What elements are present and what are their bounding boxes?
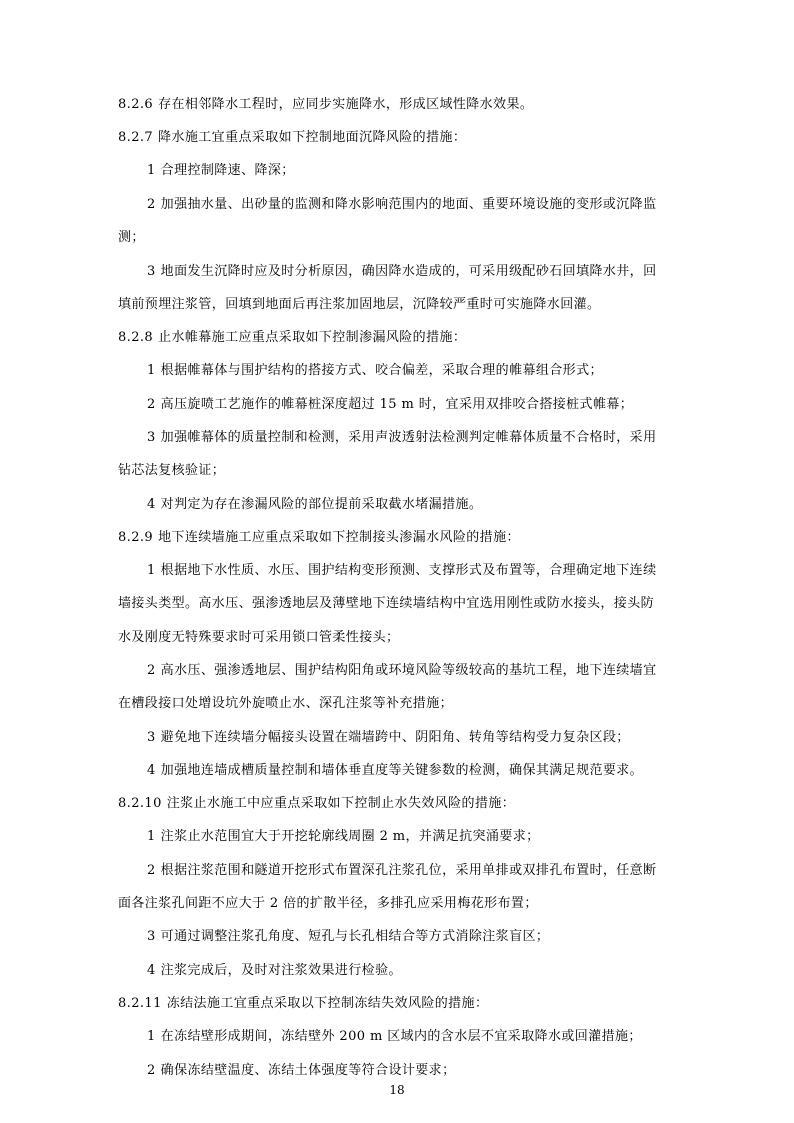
- line-text: 合理控制降速、降深；: [160, 163, 295, 178]
- clause-number: 2: [147, 863, 156, 878]
- clause-number: 4: [147, 763, 156, 778]
- text-line: [147, 863, 656, 879]
- text-line: [147, 963, 402, 979]
- clause-number: 8.2.10: [118, 796, 162, 811]
- clause-number: 4: [147, 963, 156, 978]
- clause-number: 4: [147, 497, 156, 512]
- line-text: 地下连续墙施工应重点采取如下控制接头渗漏水风险的措施：: [158, 530, 520, 545]
- clause-number: 1: [147, 1029, 156, 1044]
- clause-number: 3: [147, 430, 156, 445]
- line-text: 注浆完成后，及时对注浆效果进行检验。: [160, 963, 402, 978]
- text-line: [147, 497, 482, 513]
- text-line: [118, 297, 600, 313]
- text-line: [147, 1029, 642, 1045]
- line-text: 墙接头类型。高水压、强渗透地层及薄壁地下连续墙结构中宜选用刚性或防水接头，接头防: [118, 596, 655, 611]
- line-text: 在槽段接口处增设坑外旋喷止水、深孔注浆等补充措施；: [118, 696, 454, 711]
- line-text: 加强地连墙成槽质量控制和墙体垂直度等关键参数的检测，确保其满足规范要求。: [160, 763, 644, 778]
- text-line: [147, 1063, 455, 1079]
- line-text: 根据注浆范围和隧道开挖形式布置深孔注浆孔位，采用单排或双排孔布置时，任意断: [160, 863, 657, 878]
- clause-number: 8.2.9: [118, 530, 154, 545]
- clause-number: 8.2.8: [118, 330, 154, 345]
- line-text: 根据帷幕体与围护结构的搭接方式、咬合偏差，采取合理的帷幕组合形式；: [160, 363, 603, 378]
- clause-number: 2: [147, 197, 156, 212]
- line-text: 对判定为存在渗漏风险的部位提前采取截水堵漏措施。: [160, 497, 483, 512]
- text-line: [118, 230, 145, 246]
- clause-number: 1: [147, 829, 156, 844]
- text-line: [147, 197, 656, 213]
- text-line: [118, 630, 399, 646]
- line-text: 高水压、强渗透地层、围护结构阳角或环境风险等级较高的基坑工程，地下连续墙宜: [160, 663, 657, 678]
- text-line: [118, 530, 520, 546]
- line-text: 根据地下水性质、水压、围护结构变形预测、支撑形式及布置等，合理确定地下连续: [160, 563, 657, 578]
- clause-number: 8.2.11: [118, 996, 162, 1011]
- text-line: [147, 929, 549, 945]
- text-line: [147, 363, 603, 379]
- text-line: [118, 463, 225, 479]
- clause-number: 3: [147, 264, 156, 279]
- line-text: 地面发生沉降时应及时分析原因，确因降水造成的，可采用级配砂石回填降水井，回: [160, 264, 657, 279]
- text-line: [118, 896, 538, 912]
- text-line: [118, 796, 515, 812]
- text-line: [118, 97, 533, 113]
- text-line: [147, 163, 295, 179]
- line-text: 加强帷幕体的质量控制和检测，采用声波透射法检测判定帷幕体质量不合格时，采用: [160, 430, 657, 445]
- clause-number: 3: [147, 730, 156, 745]
- text-line: [147, 563, 656, 579]
- line-text: 加强抽水量、出砂量的监测和降水影响范围内的地面、重要环境设施的变形或沉降监: [160, 197, 657, 212]
- clause-number: 2: [147, 397, 156, 412]
- line-text: 面各注浆孔间距不应大于 2 倍的扩散半径，多排孔应采用梅花形布置；: [118, 896, 538, 911]
- text-line: [147, 663, 656, 679]
- line-text: 测；: [118, 230, 145, 245]
- line-text: 注浆止水范围宜大于开挖轮廓线周圈 2 m，并满足抗突涌要求；: [160, 829, 540, 844]
- line-text: 确保冻结壁温度、冻结土体强度等符合设计要求；: [160, 1063, 456, 1078]
- line-text: 注浆止水施工中应重点采取如下控制止水失效风险的措施：: [166, 796, 516, 811]
- line-text: 降水施工宜重点采取如下控制地面沉降风险的措施：: [158, 130, 467, 145]
- line-text: 水及刚度无特殊要求时可采用锁口管柔性接头；: [118, 630, 400, 645]
- clause-number: 2: [147, 663, 156, 678]
- clause-number: 8.2.6: [118, 97, 154, 112]
- text-line: [118, 996, 488, 1012]
- clause-number: 3: [147, 929, 156, 944]
- clause-number: 8.2.7: [118, 130, 154, 145]
- text-line: [118, 696, 453, 712]
- line-text: 止水帷幕施工应重点采取如下控制渗漏风险的措施：: [158, 330, 467, 345]
- line-text: 冻结法施工宜重点采取以下控制冻结失效风险的措施：: [166, 996, 489, 1011]
- text-line: [147, 430, 656, 446]
- line-text: 填前预埋注浆管，回填到地面后再注浆加固地层，沉降较严重时可实施降水回灌。: [118, 297, 601, 312]
- text-line: [147, 730, 630, 746]
- clause-number: 1: [147, 563, 156, 578]
- text-line: [147, 264, 656, 280]
- clause-number: 1: [147, 163, 156, 178]
- line-text: 存在相邻降水工程时，应同步实施降水，形成区域性降水效果。: [158, 97, 534, 112]
- text-line: [118, 330, 466, 346]
- clause-number: 1: [147, 363, 156, 378]
- text-line: [147, 829, 540, 845]
- text-line: [118, 130, 466, 146]
- line-text: 钻芯法复核验证；: [118, 463, 226, 478]
- text-line: [147, 397, 633, 413]
- text-line: [118, 596, 654, 612]
- line-text: 避免地下连续墙分幅接头设置在端墙跨中、阴阳角、转角等结构受力复杂区段；: [160, 730, 630, 745]
- line-text: 在冻结壁形成期间，冻结壁外 200 m 区域内的含水层不宜采取降水或回灌措施；: [160, 1029, 642, 1044]
- clause-number: 2: [147, 1063, 156, 1078]
- text-line: [147, 763, 643, 779]
- line-text: 可通过调整注浆孔角度、短孔与长孔相结合等方式消除注浆盲区；: [160, 929, 550, 944]
- page-number: 18: [389, 1083, 405, 1097]
- line-text: 高压旋喷工艺施作的帷幕桩深度超过 15 m 时，宜采用双排咬合搭接桩式帷幕；: [160, 397, 634, 412]
